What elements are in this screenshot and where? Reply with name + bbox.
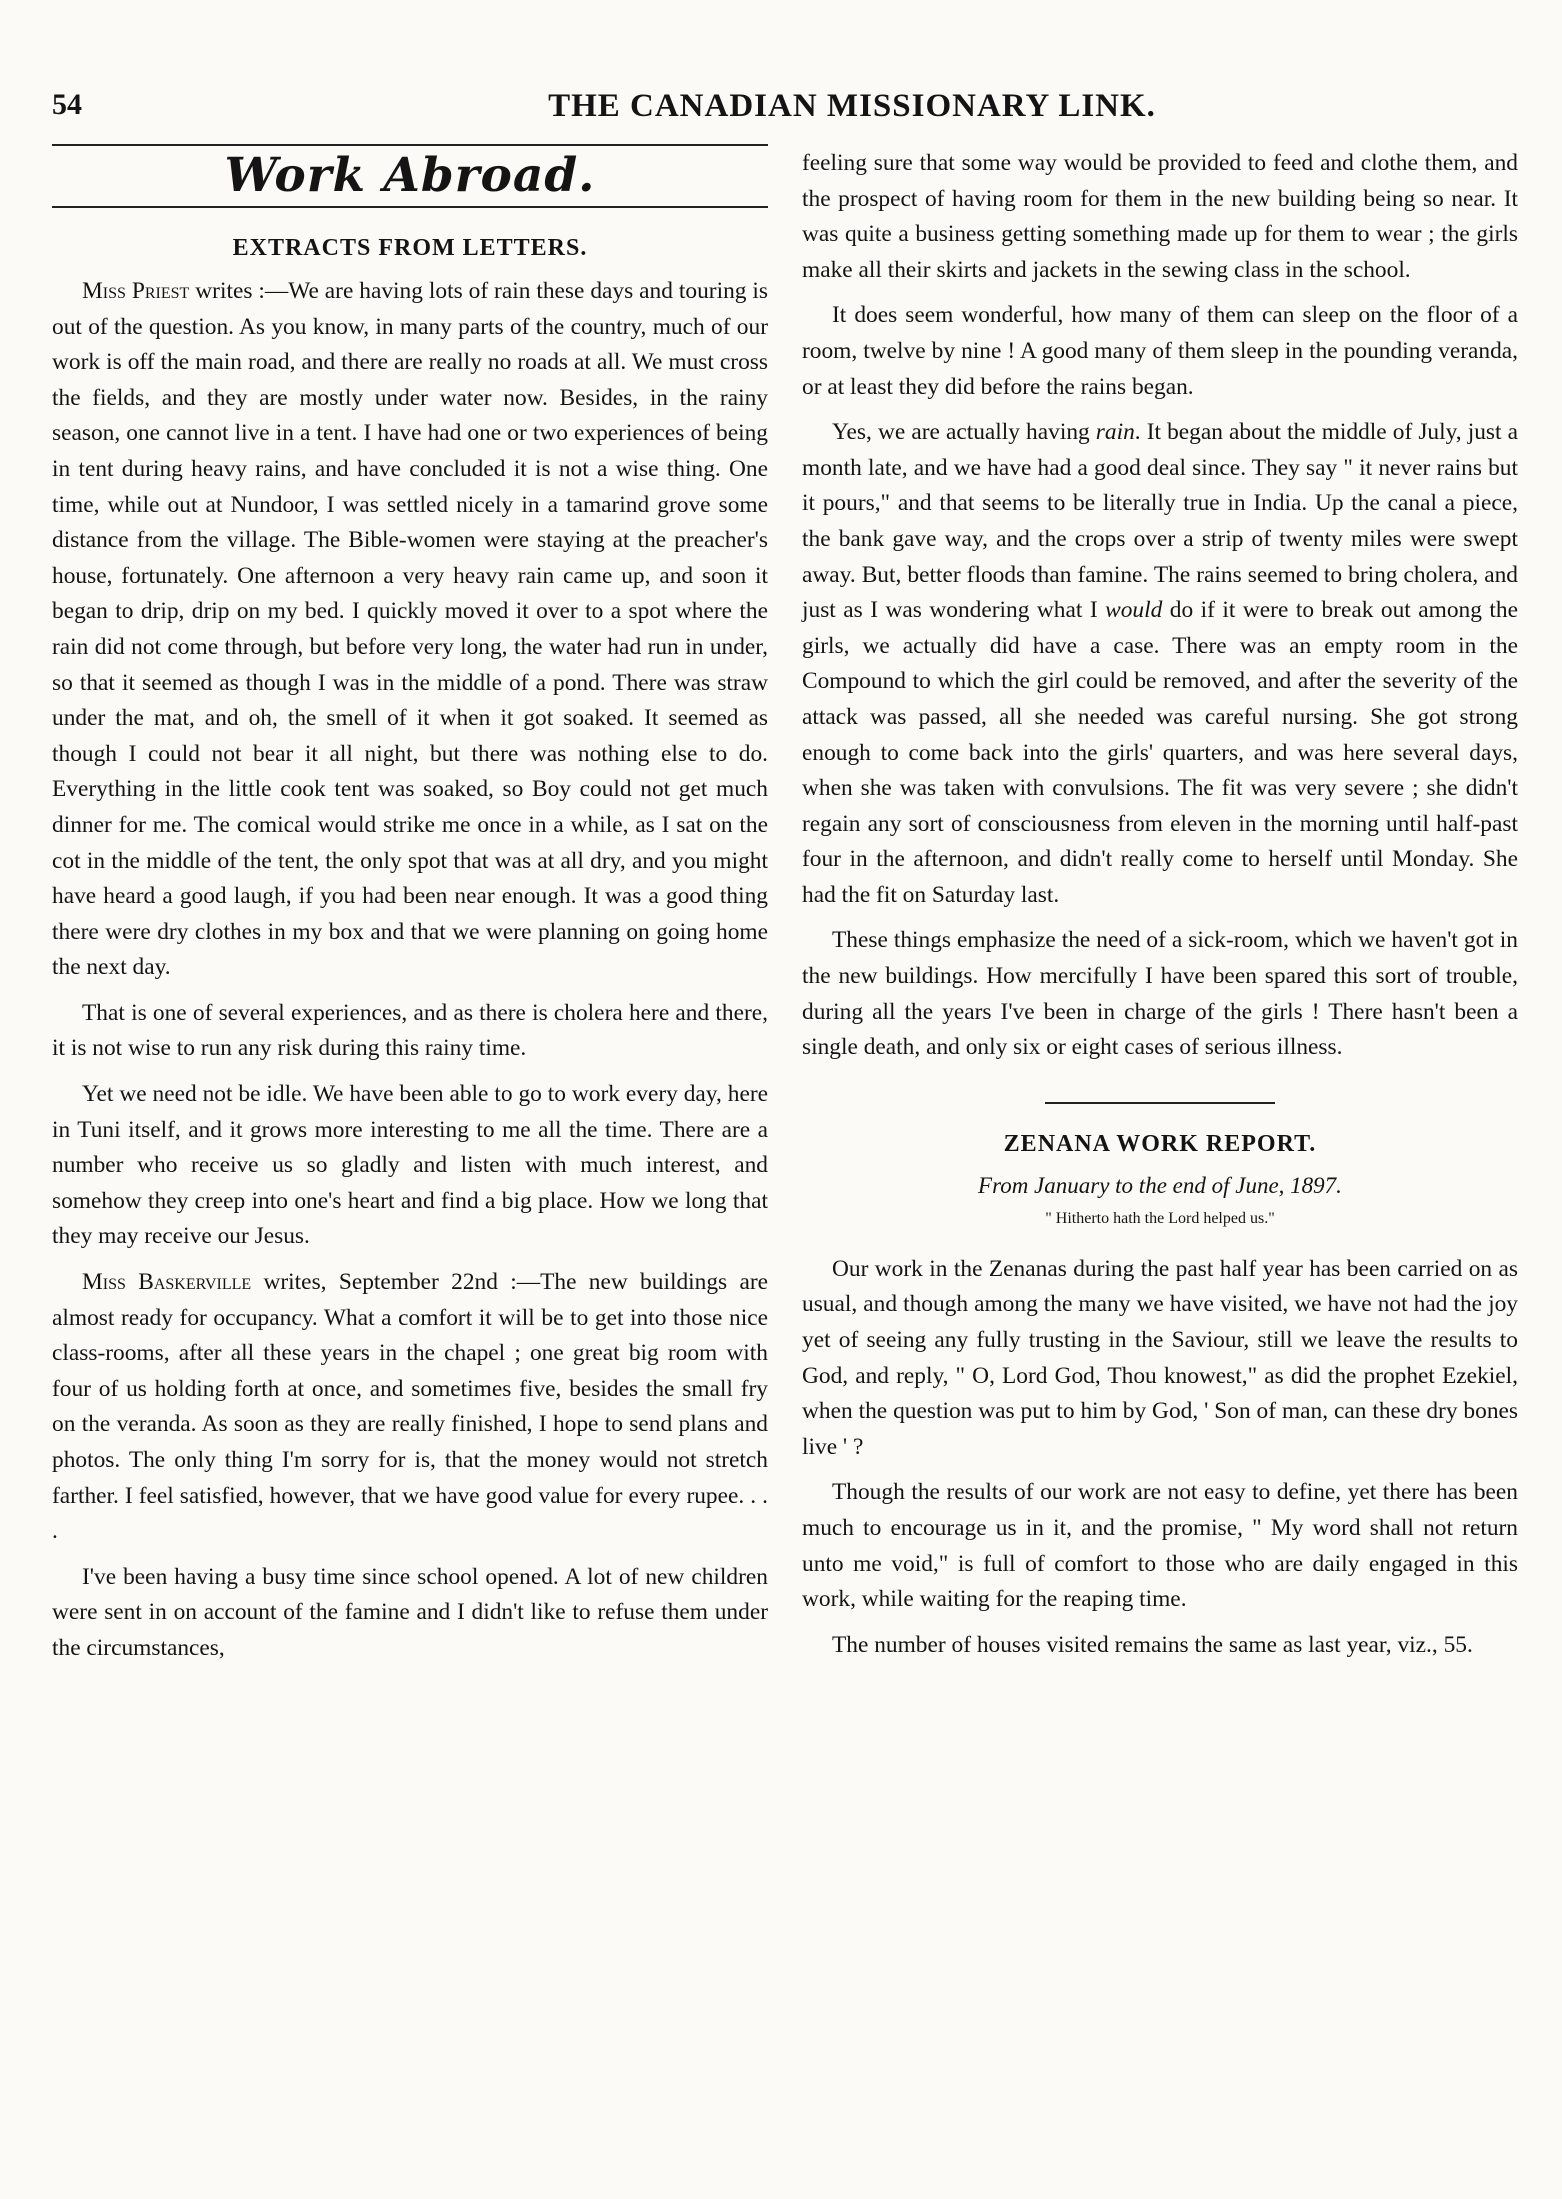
section-rule-bottom bbox=[52, 206, 768, 208]
paragraph: The number of houses visited remains the same as last year, viz., 55. bbox=[832, 1631, 1473, 1658]
paragraph: These things emphasize the need of a sick-room, which we haven't got in the new buildings. How mercifully I have been spared this sort of trouble, during all the years I've been in charge of the girls ! There hasn't been a single death, and only six or eight cases of serious illness. bbox=[802, 927, 1518, 1061]
journal-title: THE CANADIAN MISSIONARY LINK. bbox=[548, 88, 1156, 124]
section-title: Work Abroad. bbox=[224, 148, 596, 203]
paragraph: Though the results of our work are not easy to define, yet there has been much to encourage us in it, and the promise, " My word shall not return unto me void," is full of comfort to those who are daily engaged in this work, while waiting for the reaping time. bbox=[802, 1479, 1518, 1613]
author-name: Miss Baskerville bbox=[82, 1269, 252, 1296]
page-number: 54 bbox=[52, 88, 82, 121]
report-period: From January to the end of June, 1897. bbox=[978, 1172, 1342, 1198]
paragraph: I've been having a busy time since school opened. A lot of new children were sent in on account of the famine and I didn't like to refuse them under the circumstances, bbox=[52, 1563, 768, 1661]
paragraph: Miss Baskerville writes, September 22nd :—The new buildings are almost ready for occupancy. What a comfort it will be to get into those nice class-rooms, after all these years in the chapel ; one great big room with four of us holding forth at once, and sometimes five, besides the small fry on the veranda. As soon as they are really finished, I hope to send plans and photos. The only thing I'm sorry for is, that the money would not stretch farther. I feel satisfied, however, that we have good value for every rupee. . . . bbox=[52, 1269, 768, 1545]
paragraph: It does seem wonderful, how many of them can sleep on the floor of a room, twelve by nine ! A good many of them sleep in the pounding veranda, or at least they did before the rains began. bbox=[802, 302, 1518, 400]
paragraph: feeling sure that some way would be provided to feed and clothe them, and the prospect of having room for them in the new building being so near. It was quite a business getting something made up for them to wear ; the girls make all their skirts and jackets in the sewing class in the school. bbox=[802, 150, 1518, 283]
page-header bbox=[52, 88, 1522, 128]
paragraph: That is one of several experiences, and as there is cholera here and there, it is not wise to run any risk during this rainy time. bbox=[52, 999, 768, 1062]
paragraph: Our work in the Zenanas during the past half year has been carried on as usual, and though among the many we have visited, we have not had the joy yet of seeing any fully trusting in the Saviour, still we leave the results to God, and reply, " O, Lord God, Thou knowest," as did the prophet Ezekiel, when the question was put to him by God, ' Son of man, can these dry bones live ' ? bbox=[802, 1255, 1518, 1460]
paragraph: Miss Priest writes :—We are having lots of rain these days and touring is out of the question. As you know, in many parts of the country, much of our work is off the main road, and there are really no roads at all. We must cross the fields, and they are mostly under water now. Besides, in the rainy season, one cannot live in a tent. I have had one or two experiences of being in tent during heavy rains, and have concluded it is not a wise thing. One time, while out at Nundoor, I was settled nicely in a tamarind grove some distance from the village. The Bible-women were staying at the preacher's house, fortunately. One afternoon a very heavy rain came up, and soon it began to drip, drip on my bed. I quickly moved it over to a spot where the rain did not come through, but before very long, the water had run in under, so that it seemed as though I was in the middle of a pond. There was straw under the mat, and oh, the smell of it when it got soaked. It seemed as though I could not bear it all night, but there was nothing else to do. Everything in the little cook tent was soaked, so Boy could not get much dinner for me. The comical would strike me once in a while, as I sat on the cot in the middle of the tent, the only spot that was at all dry, and you might have heard a good laugh, if you had been near enough. It was a good thing there were dry clothes in my box and that we were planning on going home the next day. bbox=[52, 278, 768, 981]
motto: " Hitherto hath the Lord helped us." bbox=[1045, 1209, 1275, 1227]
left-column bbox=[52, 144, 768, 1677]
paragraph: Yet we need not be idle. We have been able to go to work every day, here in Tuni itself, and it grows more interesting to me all the time. There are a number who receive us so gladly and listen with much interest, and somehow they creep into one's heart and find a big place. How we long that they may receive our Jesus. bbox=[52, 1081, 768, 1250]
extracts-heading: EXTRACTS FROM LETTERS. bbox=[232, 235, 588, 261]
section-divider bbox=[1045, 1102, 1275, 1104]
right-column bbox=[802, 146, 1518, 1673]
author-name: Miss Priest bbox=[82, 278, 190, 304]
zenana-heading: ZENANA WORK REPORT. bbox=[1003, 1130, 1317, 1157]
paragraph: Yes, we are actually having rain. It began about the middle of July, just a month late, and we have had a good deal since. They say " it never rains but it pours," and that seems to be literally true in India. Up the canal a piece, the bank gave way, and the crops over a strip of twenty miles were swept away. But, better floods than famine. The rains seemed to bring cholera, and just as I was wondering what I would do if it were to break out among the girls, we actually did have a case. There was an empty room in the Compound to which the girl could be removed, and after the severity of the attack was passed, all she needed was careful nursing. She got strong enough to come back into the girls' quarters, and was here several days, when she was taken with convulsions. The fit was very severe ; she didn't regain any sort of consciousness from eleven in the morning until half-past four in the afternoon, and didn't really come to herself until Monday. She had the fit on Saturday last. bbox=[802, 419, 1518, 908]
